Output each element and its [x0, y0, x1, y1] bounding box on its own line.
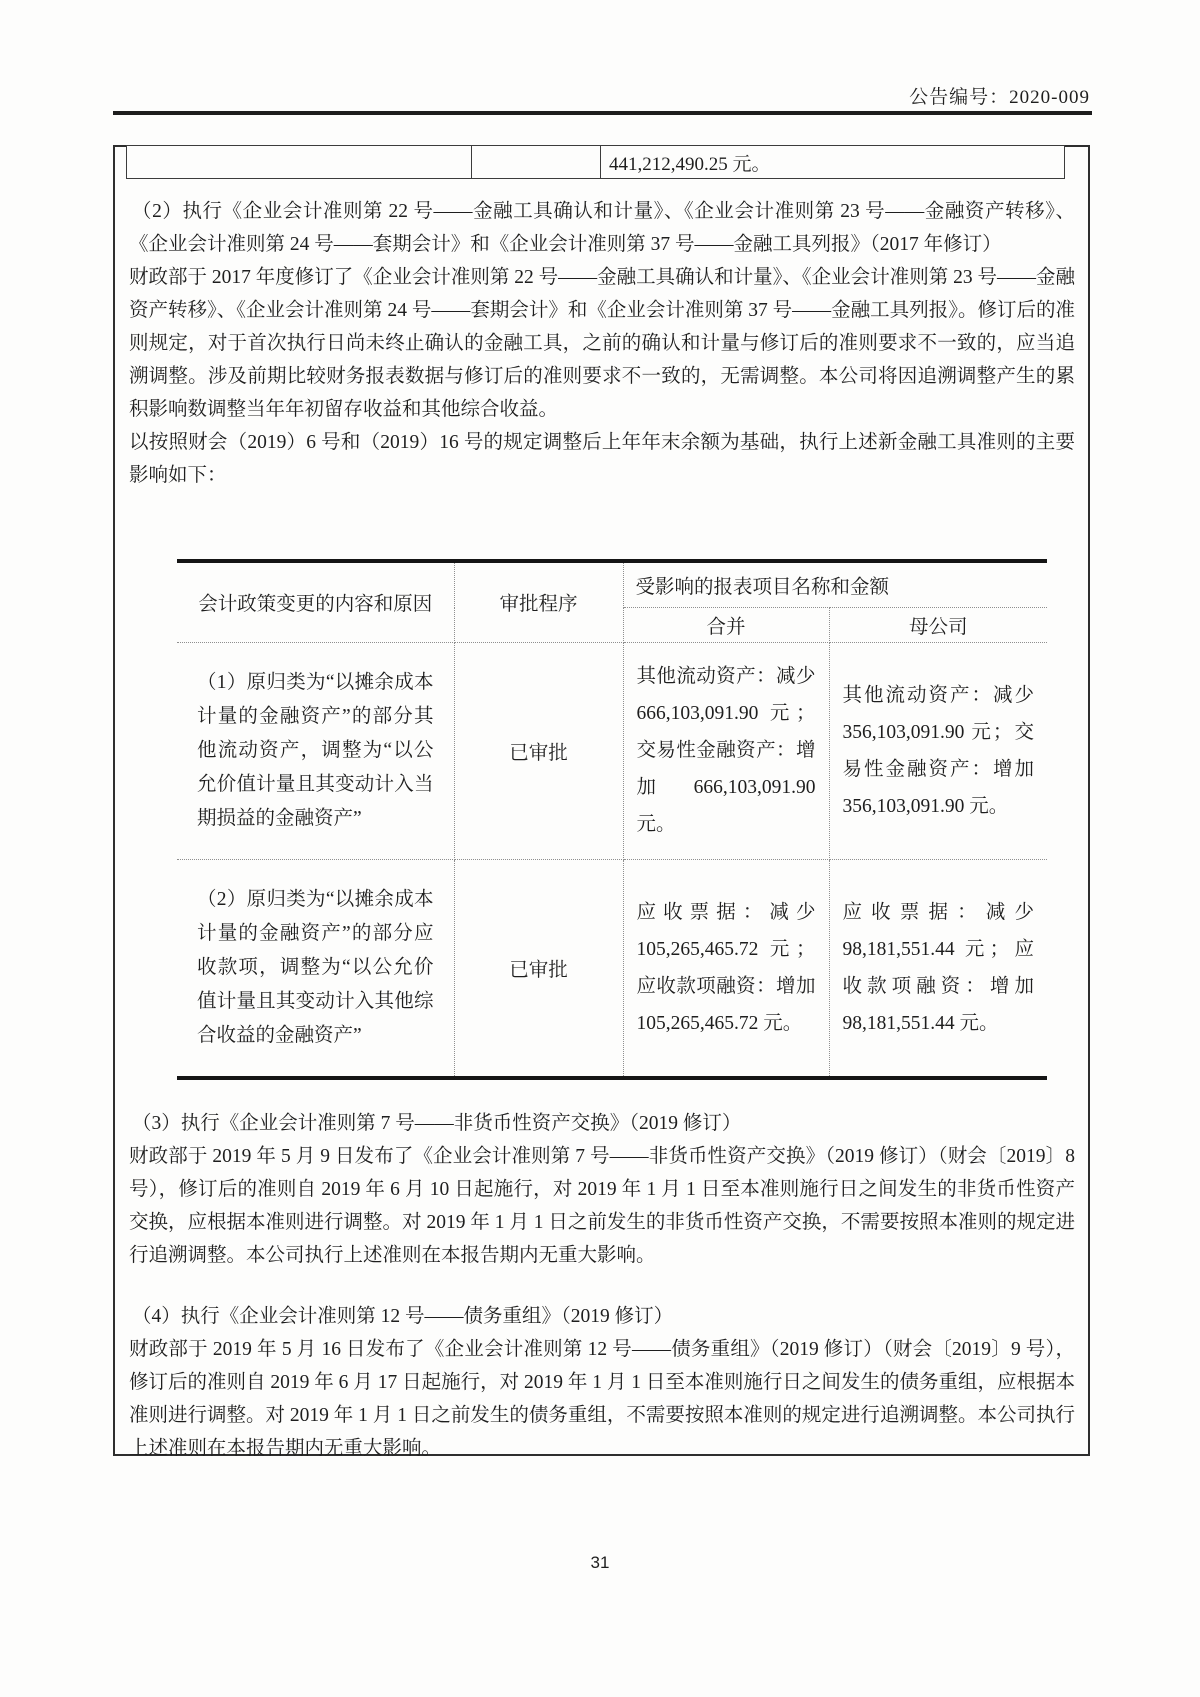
paragraph-4-body: 财政部于 2019 年 5 月 16 日发布了《企业会计准则第 12 号——债务重组》（2019 修订）（财会〔2019〕9 号），修订后的准则自 2019 年 6 月 17 日起施行，对 2019 年 1 月 1 日至本准则施行日之间发生的债务重组，应根据本准则进行调整。对 2019 年 1 月 1 日之前发生的债务重组，不需要按照本准则的规定进行追溯调整。本公司执行上述准则在本报告期内无重大影响。 [129, 1339, 1075, 1459]
paragraph-3-body: 财政部于 2019 年 5 月 9 日发布了《企业会计准则第 7 号——非货币性资产交换》（2019 修订）（财会〔2019〕8 号），修订后的准则自 2019 年 6 月 10 日起施行，对 2019 年 1 月 1 日至本准则施行日之间发生的非货币性资产交换，应根据本准则进行调整。对 2019 年 1 月 1 日之前发生的非货币性资产交换，不需要按照本准则的规定进行追溯调整。本公司执行上述准则在本报告期内无重大影响。 [129, 1146, 1075, 1266]
row2-approval-cell: 已审批 [454, 859, 623, 1078]
page-number: 31 [590, 1553, 610, 1572]
column-header-approval: 审批程序 [454, 561, 623, 642]
accounting-policy-change-table [177, 559, 1047, 1080]
paragraph-3-heading: （3）执行《企业会计准则第 7 号——非货币性资产交换》（2019 修订） [132, 1113, 742, 1134]
upper-text-block [129, 195, 1075, 492]
content-frame [113, 145, 1090, 1459]
row1-content-cell: （1）原归类为“以摊余成本计量的金融资产”的部分其他流动资产，调整为“以公允价值计量且其变动计入当期损益的金融资产” [177, 642, 454, 859]
carryover-table-fragment [126, 145, 1065, 179]
fragment-cell-empty-2 [472, 146, 601, 178]
announcement-number: 公告编号：2020-009 [909, 87, 1090, 108]
table-row [177, 642, 1047, 859]
subcolumn-header-consolidated: 合并 [623, 608, 829, 642]
column-header-content-reason: 会计政策变更的内容和原因 [177, 561, 454, 642]
table-row [177, 859, 1047, 1078]
paragraph-2-body: 财政部于 2017 年度修订了《企业会计准则第 22 号——金融工具确认和计量》、《企业会计准则第 23 号——金融资产转移》、《企业会计准则第 24 号——套期会计》和《企业会计准则第 37 号——金融工具列报》。修订后的准则规定，对于首次执行日尚未终止确认的金融工具，之前的确认和计量与修订后的准则要求不一致的，应当追溯调整。涉及前期比较财务报表数据与修订后的准则要求不一致的，无需调整。本公司将因追溯调整产生的累积影响数调整当年年初留存收益和其他综合收益。 [129, 267, 1075, 420]
header-rule [113, 111, 1092, 115]
paragraph-2-heading: （2）执行《企业会计准则第 22 号——金融工具确认和计量》、《企业会计准则第 23 号——金融资产转移》、《企业会计准则第 24 号——套期会计》和《企业会计准则第 37 号——金融工具列报》（2017 年修订） [129, 201, 1075, 255]
row2-parent-cell: 应收票据：减少 98,181,551.44 元；应收款项融资：增加 98,181,551.44 元。 [842, 901, 1035, 1034]
lower-text-block [129, 1107, 1075, 1465]
fragment-cell-amount: 441,212,490.25 元。 [609, 153, 771, 175]
subcolumn-header-parent-company: 母公司 [829, 608, 1047, 642]
column-header-affected-items: 受影响的报表项目名称和金额 [623, 561, 1047, 608]
paragraph-4-heading: （4）执行《企业会计准则第 12 号——债务重组》（2019 修订） [132, 1306, 674, 1327]
row1-consolidated-cell: 其他流动资产：减少 666,103,091.90 元；交易性金融资产：增加 666,103,091.90 元。 [623, 642, 829, 859]
row2-content-cell: （2）原归类为“以摊余成本计量的金融资产”的部分应收款项，调整为“以公允价值计量且其变动计入其他综合收益的金融资产” [177, 859, 454, 1078]
row2-consolidated-cell: 应收票据：减少 105,265,465.72 元；应收款项融资：增加 105,265,465.72 元。 [623, 859, 829, 1078]
paragraph-2-intro: 以按照财会（2019）6 号和（2019）16 号的规定调整后上年年末余额为基础，执行上述新金融工具准则的主要影响如下： [129, 432, 1075, 486]
row1-parent-cell: 其他流动资产：减少 356,103,091.90 元；交易性金融资产：增加 356,103,091.90 元。 [829, 642, 1047, 859]
row1-approval-cell: 已审批 [454, 642, 623, 859]
fragment-cell-empty-1 [127, 146, 472, 178]
